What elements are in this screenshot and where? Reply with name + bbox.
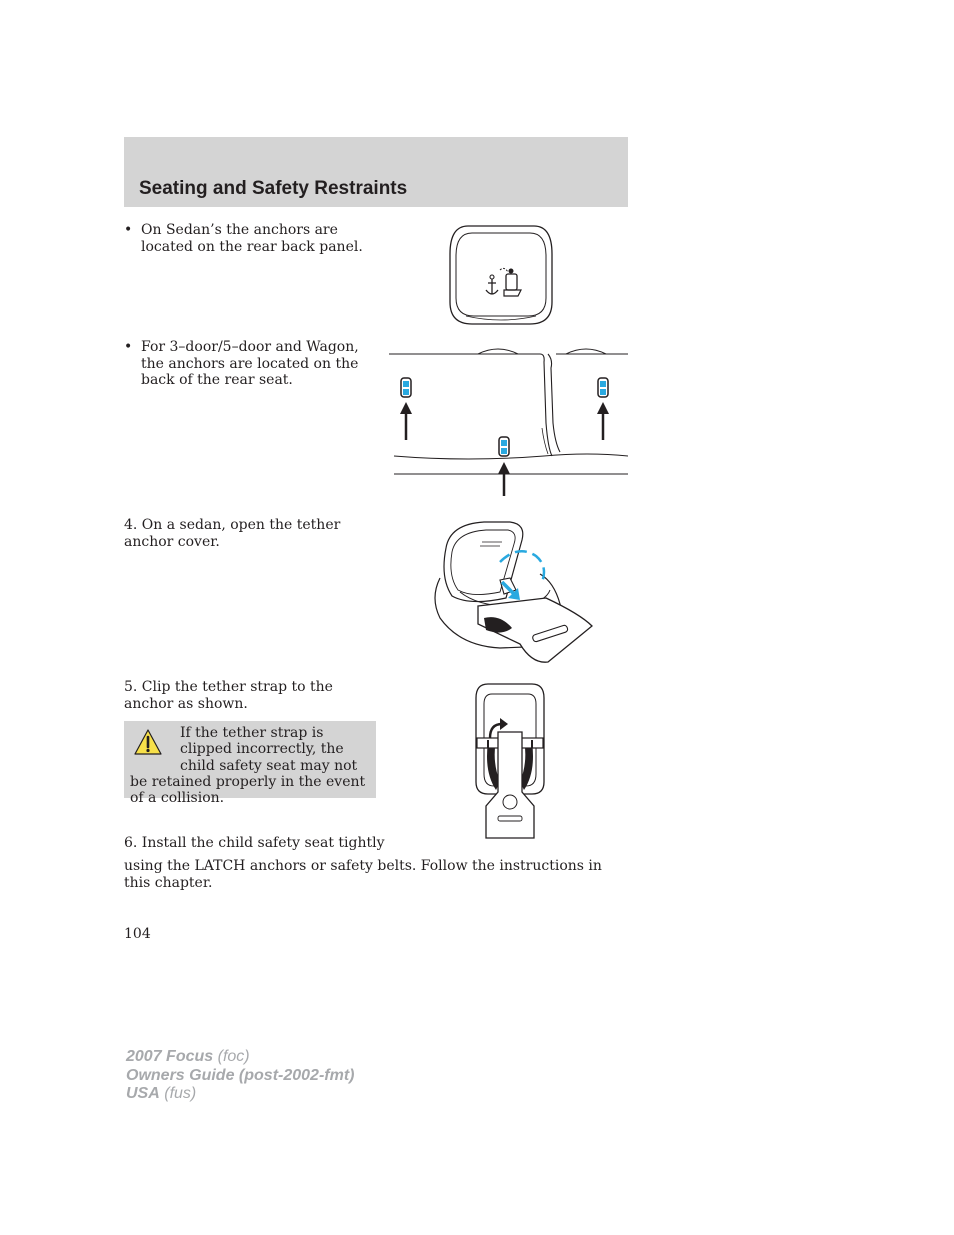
- footer-line-model: [126, 1048, 354, 1067]
- warning-triangle-icon: [134, 728, 162, 756]
- anchor-right: [598, 378, 608, 397]
- footer-region-code: (fus): [164, 1085, 197, 1102]
- page-number: 104: [124, 926, 151, 942]
- bullet-sedan-anchors: [124, 222, 364, 255]
- section-title: Seating and Safety Restraints: [139, 178, 408, 199]
- footer-model: 2007 Focus: [126, 1048, 214, 1065]
- step-6-text-start: 6. Install the child safety seat tightly: [124, 835, 385, 851]
- warning-text: If the tether strap is clipped incorrectly, the child safety seat may not be retained properly in the event of a collision.: [130, 725, 366, 807]
- bullet-text: On Sedan’s the anchors are located on the rear back panel.: [141, 222, 363, 255]
- step-6-text-continued: using the LATCH anchors or safety belts. Follow the instructions in this chapter.: [124, 858, 602, 891]
- anchor-center: [499, 437, 509, 456]
- open-anchor-cover-figure: [430, 518, 596, 666]
- rear-panel-anchor-cover-figure: [448, 224, 554, 326]
- document-footer: [126, 1048, 354, 1104]
- footer-line-region: [126, 1085, 354, 1104]
- arrow-up-icon: [498, 462, 510, 496]
- footer-line-guide: [126, 1067, 354, 1086]
- footer-model-code: (foc): [217, 1048, 250, 1065]
- warning-box: [124, 721, 376, 807]
- bullet-wagon-anchors: [124, 339, 364, 389]
- arrow-up-icon: [400, 402, 412, 440]
- bullet-text: For 3–door/5–door and Wagon, the anchors are located on the back of the rear seat.: [141, 339, 359, 388]
- bullet-marker: •: [124, 339, 133, 355]
- footer-region: USA: [126, 1085, 160, 1102]
- rear-seat-anchors-figure: [388, 348, 628, 498]
- anchor-left: [401, 378, 411, 397]
- step-5-text: 5. Clip the tether strap to the anchor as shown.: [124, 679, 333, 712]
- warning-text-block: [130, 725, 374, 806]
- bullet-marker: •: [124, 222, 133, 238]
- footer-guide: Owners Guide (post-2002-fmt): [126, 1066, 355, 1084]
- step-4-text: 4. On a sedan, open the tether anchor cover.: [124, 517, 341, 550]
- arrow-up-icon: [597, 402, 609, 440]
- tether-clip-figure: [474, 682, 546, 842]
